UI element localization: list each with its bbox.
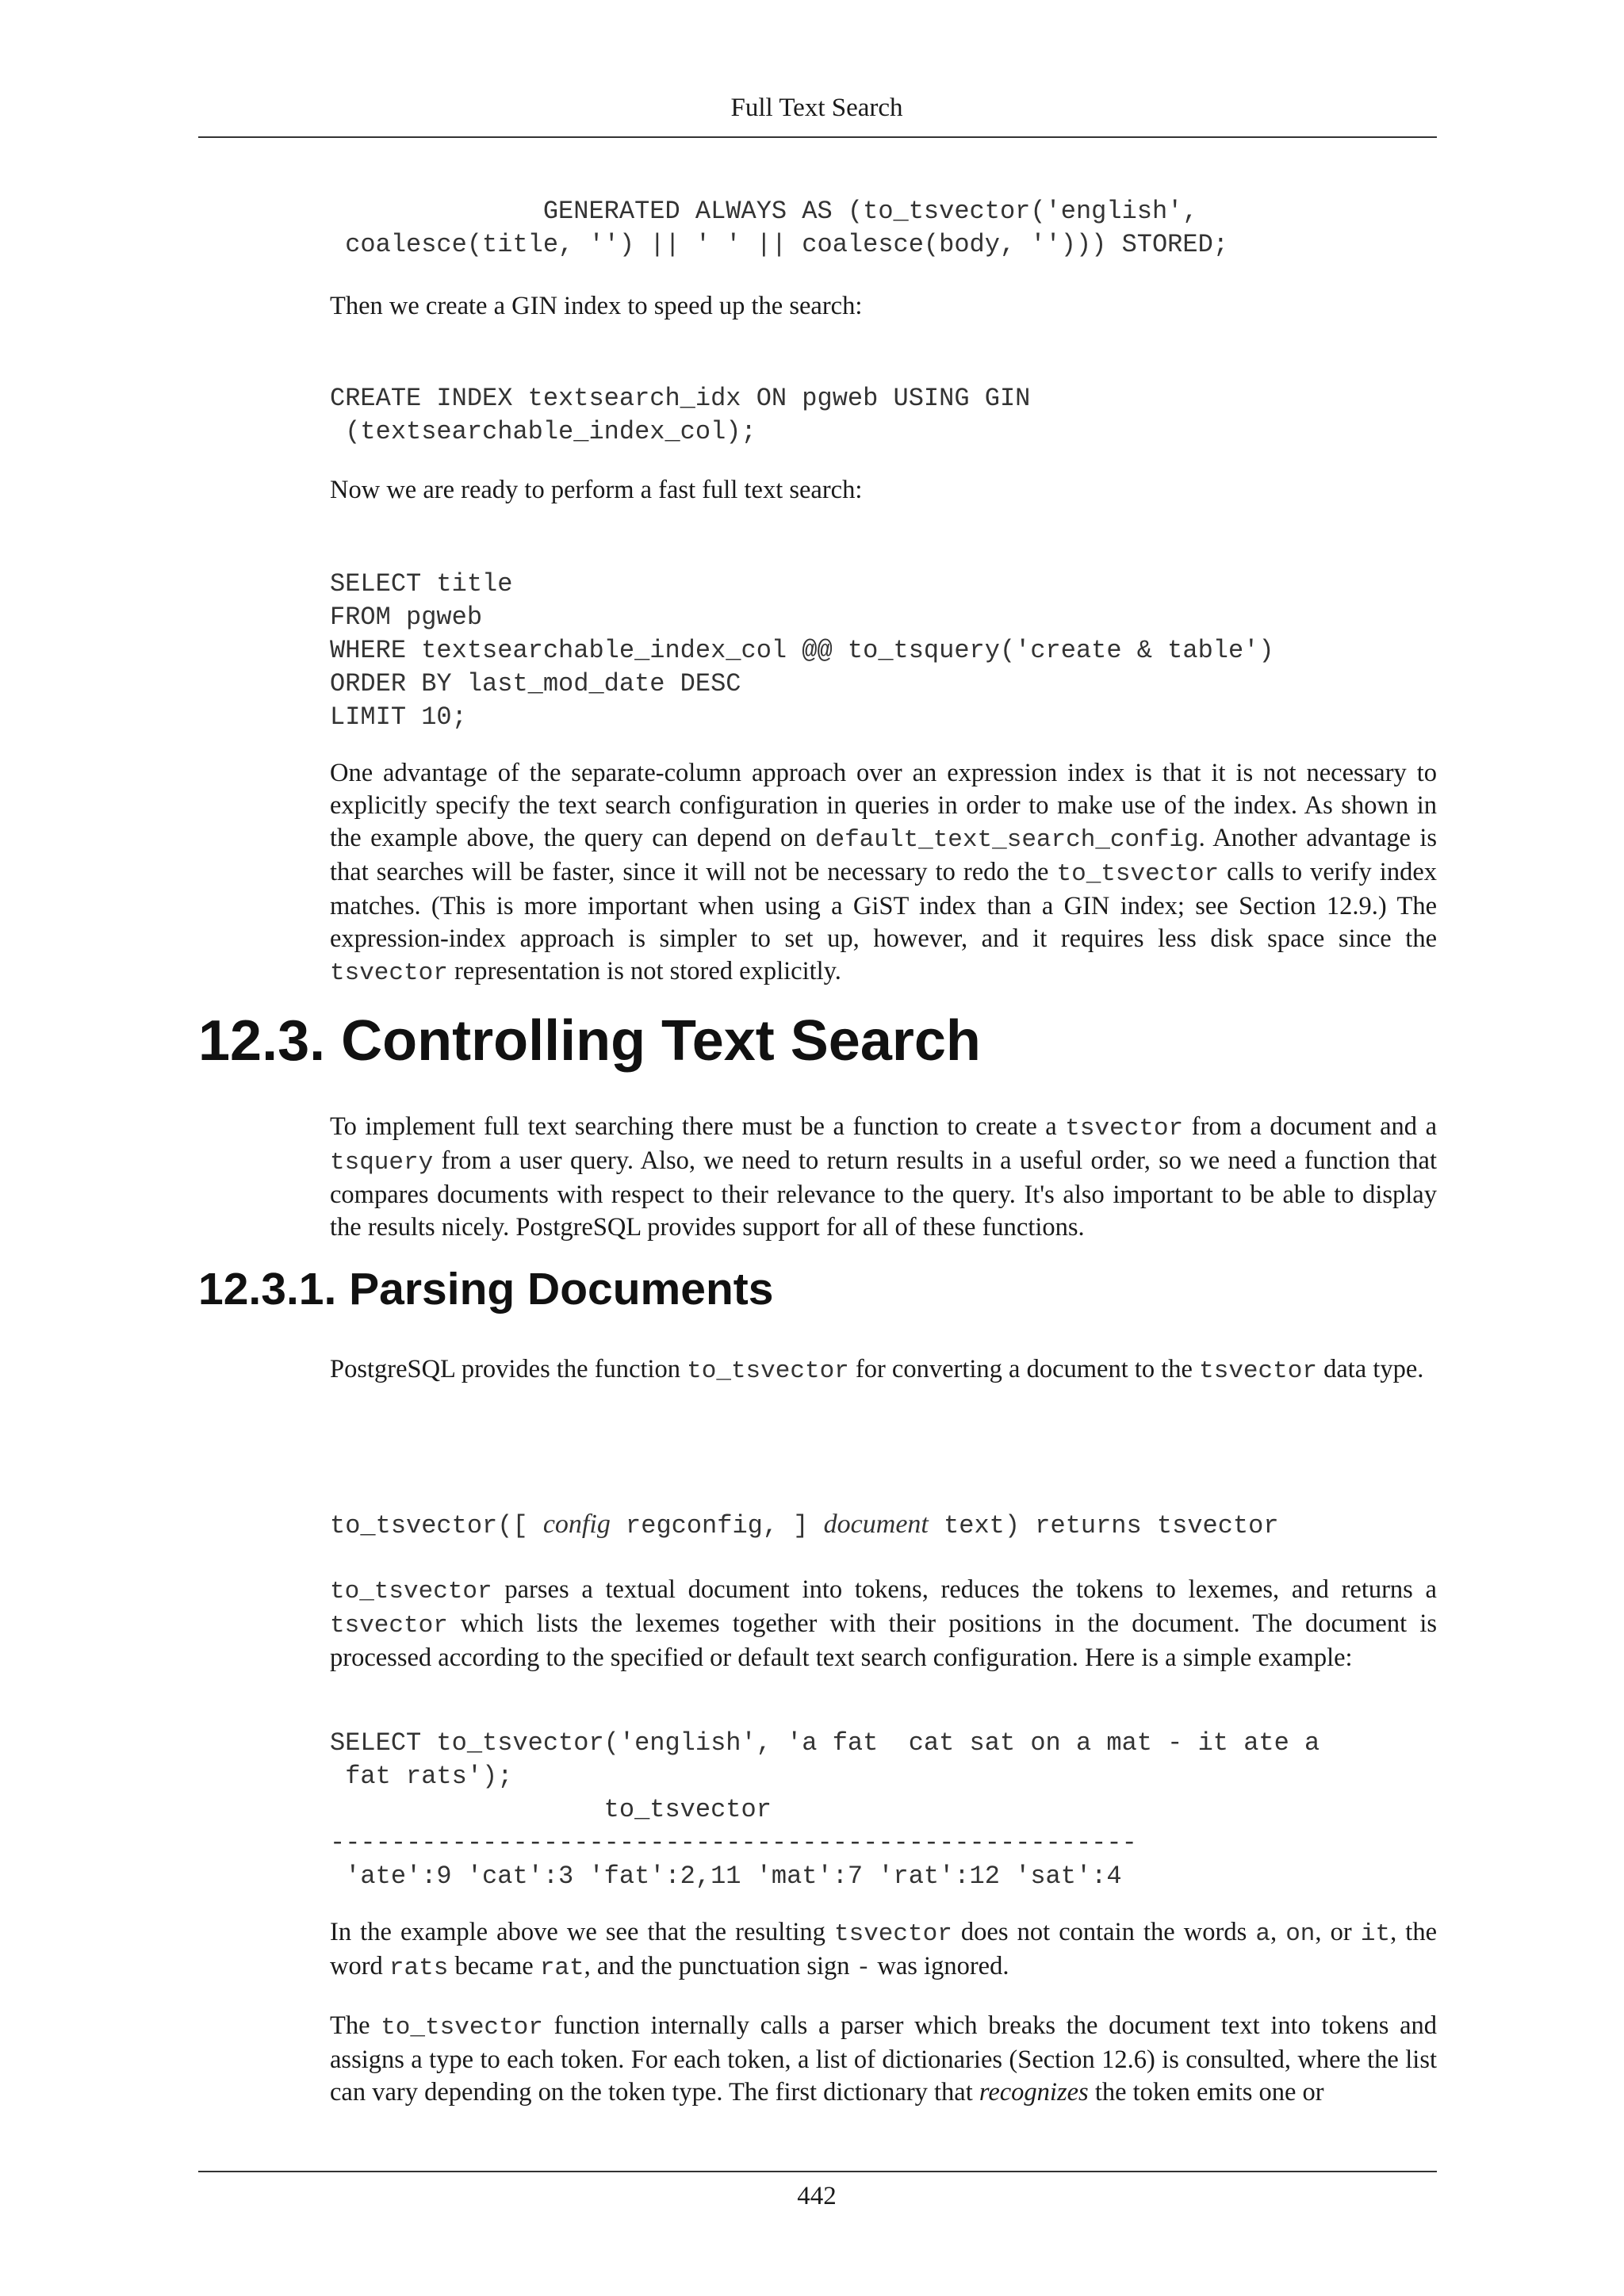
- page-number: 442: [797, 2182, 837, 2210]
- code-line: SELECT title: [330, 569, 513, 599]
- inline-code: to_tsvector: [330, 1578, 492, 1605]
- text-run: To implement full text searching there must be a function to create a: [330, 1112, 1066, 1141]
- inline-code: it: [1360, 1920, 1391, 1948]
- inline-code: default_text_search_config: [814, 826, 1199, 854]
- synopsis-param: document: [823, 1510, 929, 1539]
- section-heading: 12.3. Controlling Text Search: [198, 1009, 981, 1073]
- text-run: from a user query. Also, we need to return results in a useful order, so we need a function that compares documents with respect to their relevance to the query. It's also important to be able to display the results nicely. PostgreSQL provides support for all of these functions.: [330, 1146, 1437, 1242]
- code-block-example: [330, 1727, 1437, 1893]
- code-line: FROM pgweb: [330, 603, 483, 632]
- paragraph-separate-column-advantage: [330, 757, 1437, 989]
- synopsis-part: to_tsvector([: [330, 1511, 543, 1540]
- code-block-select-query: [330, 568, 1437, 734]
- inline-code: to_tsvector: [381, 2014, 543, 2042]
- synopsis-part: text) returns tsvector: [928, 1511, 1279, 1540]
- text-run: , or: [1315, 1918, 1361, 1946]
- text-run: . Another advantage is that searches will be faster, since it will not be necessary to redo the: [330, 824, 1437, 886]
- inline-code: -: [856, 1954, 871, 1982]
- text-run: for converting a document to the: [848, 1355, 1200, 1383]
- inline-code: a: [1255, 1920, 1270, 1948]
- inline-code: tsquery: [330, 1149, 434, 1177]
- text-run: became: [448, 1952, 540, 1980]
- text-run: , the word: [330, 1918, 1437, 1980]
- synopsis-part: regconfig, ]: [610, 1511, 824, 1540]
- paragraph-implement-intro: [330, 1111, 1437, 1244]
- code-line: WHERE textsearchable_index_col @@ to_tsquery('create & table'): [330, 636, 1274, 665]
- text-run: the token emits one or: [1088, 2078, 1324, 2107]
- paragraph-gin-intro: Then we create a GIN index to speed up the search:: [330, 292, 863, 320]
- paragraph-provides-function: [330, 1353, 1437, 1387]
- inline-code: rat: [539, 1954, 584, 1982]
- code-line: -----------------------------------------------------: [330, 1828, 1137, 1858]
- text-run: representation is not stored explicitly.: [447, 957, 841, 985]
- inline-code: tsvector: [330, 1612, 448, 1640]
- paragraph-ready-intro: Now we are ready to perform a fast full text search:: [330, 476, 863, 504]
- inline-code: on: [1285, 1920, 1316, 1948]
- inline-code: to_tsvector: [687, 1357, 849, 1385]
- text-run: PostgreSQL provides the function: [330, 1355, 688, 1383]
- text-run: In the example above we see that the resulting: [330, 1918, 834, 1946]
- code-line: SELECT to_tsvector('english', 'a fat cat sat on a mat - it ate a: [330, 1728, 1320, 1758]
- code-block-create-index: [330, 382, 1437, 449]
- code-block-generated-column: [330, 195, 1437, 262]
- code-line: fat rats');: [330, 1762, 513, 1791]
- code-line: to_tsvector: [330, 1795, 772, 1824]
- code-line: ORDER BY last_mod_date DESC: [330, 669, 741, 698]
- code-line: 'ate':9 'cat':3 'fat':2,11 'mat':7 'rat':12 'sat':4: [330, 1862, 1122, 1891]
- paragraph-result-explanation: [330, 1916, 1437, 1984]
- text-run: was ignored.: [871, 1952, 1009, 1980]
- synopsis-param: config: [542, 1510, 611, 1539]
- code-line: (textsearchable_index_col);: [330, 417, 756, 446]
- inline-code: tsvector: [1199, 1357, 1317, 1385]
- inline-code: to_tsvector: [1056, 860, 1220, 888]
- text-run: which lists the lexemes together with their positions in the document. The document is processed according to the specified or default text search configuration. Here is a simple example:: [330, 1609, 1437, 1672]
- function-synopsis: [330, 1508, 1437, 1543]
- text-run: from a document and a: [1183, 1112, 1438, 1141]
- code-line: GENERATED ALWAYS AS (to_tsvector('english',: [330, 197, 1198, 226]
- header-rule: [198, 136, 1437, 138]
- text-run: ,: [1270, 1918, 1286, 1946]
- text-run: calls to verify index matches. (This is more important when using a GiST index than a GIN index; see Section 12.9.) The expression-index approach is simpler to set up, however, and it requires less disk space since the: [330, 858, 1437, 953]
- inline-code: tsvector: [330, 959, 448, 987]
- text-run: does not contain the words: [952, 1918, 1256, 1946]
- code-line: coalesce(title, '') || ' ' || coalesce(body, ''))) STORED;: [330, 230, 1228, 259]
- running-header: Full Text Search: [730, 94, 903, 122]
- paragraph-parses-description: [330, 1574, 1437, 1674]
- emphasis: recognizes: [979, 2078, 1089, 2107]
- subsection-heading: 12.3.1. Parsing Documents: [198, 1264, 774, 1314]
- inline-code: rats: [389, 1954, 449, 1982]
- inline-code: tsvector: [1065, 1115, 1184, 1142]
- text-run: parses a textual document into tokens, reduces the tokens to lexemes, and returns a: [492, 1575, 1437, 1604]
- text-run: One advantage of the separate-column approach over an expression index is that it is not necessary to explicitly specify the text search configuration in queries in order to make use of the index. As shown in the example above, the query can depend on: [330, 759, 1437, 852]
- code-line: CREATE INDEX textsearch_idx ON pgweb USING GIN: [330, 384, 1031, 413]
- code-line: LIMIT 10;: [330, 702, 467, 732]
- text-run: function internally calls a parser which breaks the document text into tokens and assigns a type to each token. For each token, a list of dictionaries (Section 12.6) is consulted, where the list can vary depending on the token type. The first dictionary that: [330, 2011, 1437, 2107]
- inline-code: tsvector: [833, 1920, 952, 1948]
- text-run: , and the punctuation sign: [584, 1952, 856, 1980]
- footer-rule: [198, 2171, 1437, 2172]
- text-run: data type.: [1316, 1355, 1424, 1383]
- text-run: The: [330, 2011, 381, 2040]
- paragraph-parser-internals: [330, 2010, 1437, 2109]
